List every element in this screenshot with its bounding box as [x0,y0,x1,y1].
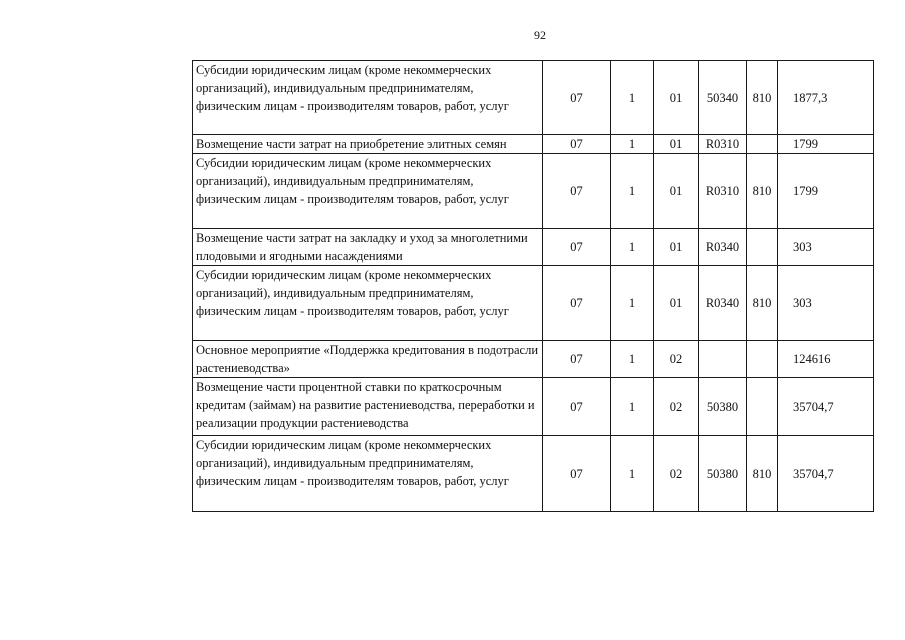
row-name-cell [193,436,543,512]
section-cell: 07 [543,135,611,154]
row-name-cell [193,154,543,229]
row-name: Субсидии юридическим лицам (кроме некоммерческих организаций), индивидуальным предпринимателям, физическим лицам - производителям товаров, работ, услуг [196,63,509,113]
row-name-cell [193,378,543,436]
table-row [193,266,874,341]
budget-table [192,60,874,512]
sum-cell: 303 [778,266,874,341]
row-name-cell [193,229,543,266]
expense-type-cell: 810 [747,154,778,229]
code-cell: R0340 [699,229,747,266]
row-name: Возмещение части затрат на приобретение элитных семян [196,137,507,151]
subsection-cell: 1 [611,135,654,154]
subsection-cell: 1 [611,266,654,341]
item-cell: 01 [654,135,699,154]
table-row [193,341,874,378]
code-cell: 50380 [699,436,747,512]
subsection-cell: 1 [611,61,654,135]
sum-cell: 124616 [778,341,874,378]
row-name-cell [193,266,543,341]
table-row [193,436,874,512]
table-row [193,229,874,266]
expense-type-cell [747,378,778,436]
subsection-cell: 1 [611,229,654,266]
expense-type-cell [747,229,778,266]
expense-type-cell [747,135,778,154]
section-cell: 07 [543,266,611,341]
item-cell: 02 [654,436,699,512]
section-cell: 07 [543,436,611,512]
subsection-cell: 1 [611,341,654,378]
row-name: Возмещение части затрат на закладку и уход за многолетними плодовыми и ягодными насаждениями [196,231,528,263]
item-cell: 02 [654,378,699,436]
expense-type-cell [747,341,778,378]
row-name-cell [193,61,543,135]
expense-type-cell: 810 [747,266,778,341]
table-row [193,61,874,135]
expense-type-cell: 810 [747,61,778,135]
section-cell: 07 [543,378,611,436]
sum-cell: 35704,7 [778,436,874,512]
subsection-cell: 1 [611,378,654,436]
item-cell: 01 [654,61,699,135]
code-cell [699,341,747,378]
page-number: 92 [534,28,546,42]
row-name: Возмещение части процентной ставки по краткосрочным кредитам (займам) на развитие растениеводства, переработки и реализации продукции растениеводства [196,380,535,430]
code-cell: R0310 [699,154,747,229]
item-cell: 01 [654,266,699,341]
sum-cell: 303 [778,229,874,266]
row-name: Субсидии юридическим лицам (кроме некоммерческих организаций), индивидуальным предпринимателям, физическим лицам - производителям товаров, работ, услуг [196,438,509,488]
code-cell: 50340 [699,61,747,135]
table-row [193,154,874,229]
row-name: Основное мероприятие «Поддержка кредитования в подотрасли растениеводства» [196,343,539,375]
item-cell: 02 [654,341,699,378]
subsection-cell: 1 [611,154,654,229]
row-name-cell [193,341,543,378]
subsection-cell: 1 [611,436,654,512]
expense-type-cell: 810 [747,436,778,512]
row-name: Субсидии юридическим лицам (кроме некоммерческих организаций), индивидуальным предпринимателям, физическим лицам - производителям товаров, работ, услуг [196,268,509,318]
section-cell: 07 [543,341,611,378]
sum-cell: 35704,7 [778,378,874,436]
sum-cell: 1877,3 [778,61,874,135]
section-cell: 07 [543,61,611,135]
table-row [193,378,874,436]
item-cell: 01 [654,229,699,266]
item-cell: 01 [654,154,699,229]
code-cell: 50380 [699,378,747,436]
row-name-cell [193,135,543,154]
code-cell: R0310 [699,135,747,154]
section-cell: 07 [543,154,611,229]
table-row [193,135,874,154]
row-name: Субсидии юридическим лицам (кроме некоммерческих организаций), индивидуальным предпринимателям, физическим лицам - производителям товаров, работ, услуг [196,156,509,206]
code-cell: R0340 [699,266,747,341]
sum-cell: 1799 [778,154,874,229]
sum-cell: 1799 [778,135,874,154]
section-cell: 07 [543,229,611,266]
